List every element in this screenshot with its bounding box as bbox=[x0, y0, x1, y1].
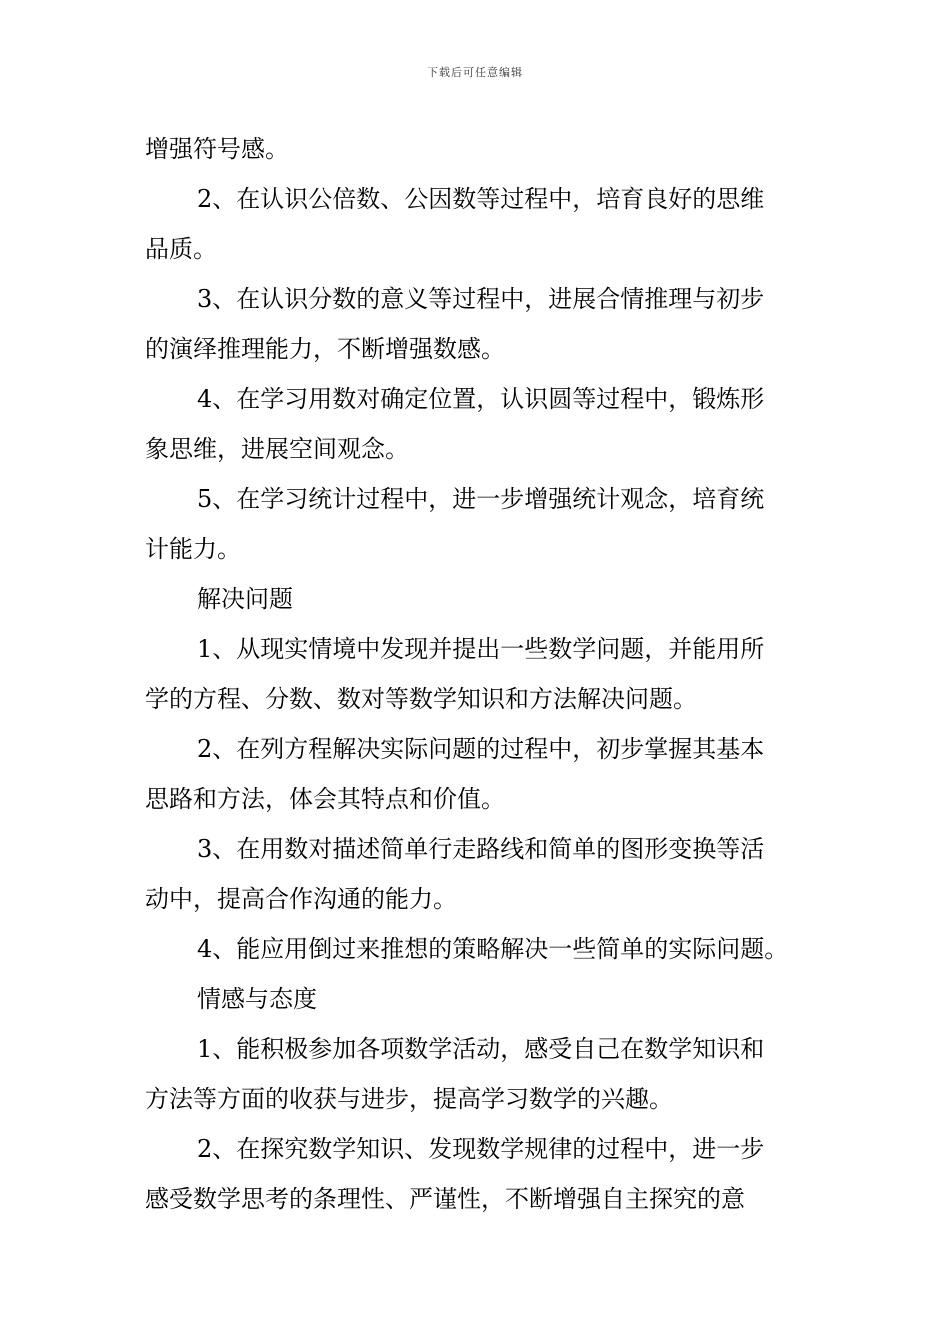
text-line: 2、在列方程解决实际问题的过程中，初步掌握其基本 bbox=[197, 735, 765, 763]
page-header: 下载后可任意编辑 bbox=[427, 66, 523, 79]
text-line: 的演绎推理能力，不断增强数感。 bbox=[145, 335, 505, 363]
text-line: 象思维，进展空间观念。 bbox=[145, 435, 409, 463]
text-line: 增强符号感。 bbox=[145, 135, 289, 163]
text-line: 计能力。 bbox=[145, 535, 241, 563]
text-line: 动中，提高合作沟通的能力。 bbox=[145, 885, 457, 913]
text-line: 感受数学思考的条理性、严谨性，不断增强自主探究的意 bbox=[145, 1185, 745, 1213]
section-heading: 情感与态度 bbox=[197, 985, 317, 1013]
text-line: 1、从现实情境中发现并提出一些数学问题，并能用所 bbox=[197, 635, 765, 663]
text-line: 品质。 bbox=[145, 235, 217, 263]
text-line: 思路和方法，体会其特点和价值。 bbox=[145, 785, 505, 813]
text-line: 5、在学习统计过程中，进一步增强统计观念，培育统 bbox=[197, 485, 765, 513]
text-line: 2、在探究数学知识、发现数学规律的过程中，进一步 bbox=[197, 1135, 765, 1163]
text-line: 2、在认识公倍数、公因数等过程中，培育良好的思维 bbox=[197, 185, 765, 213]
text-line: 1、能积极参加各项数学活动，感受自己在数学知识和 bbox=[197, 1035, 765, 1063]
text-line: 3、在认识分数的意义等过程中，进展合情推理与初步 bbox=[197, 285, 765, 313]
text-line: 4、在学习用数对确定位置，认识圆等过程中，锻炼形 bbox=[197, 385, 765, 413]
text-line: 学的方程、分数、数对等数学知识和方法解决问题。 bbox=[145, 685, 697, 713]
text-line: 3、在用数对描述简单行走路线和简单的图形变换等活 bbox=[197, 835, 765, 863]
text-line: 方法等方面的收获与进步，提高学习数学的兴趣。 bbox=[145, 1085, 673, 1113]
text-line: 4、能应用倒过来推想的策略解决一些简单的实际问题。 bbox=[197, 935, 789, 963]
section-heading: 解决问题 bbox=[197, 585, 293, 613]
